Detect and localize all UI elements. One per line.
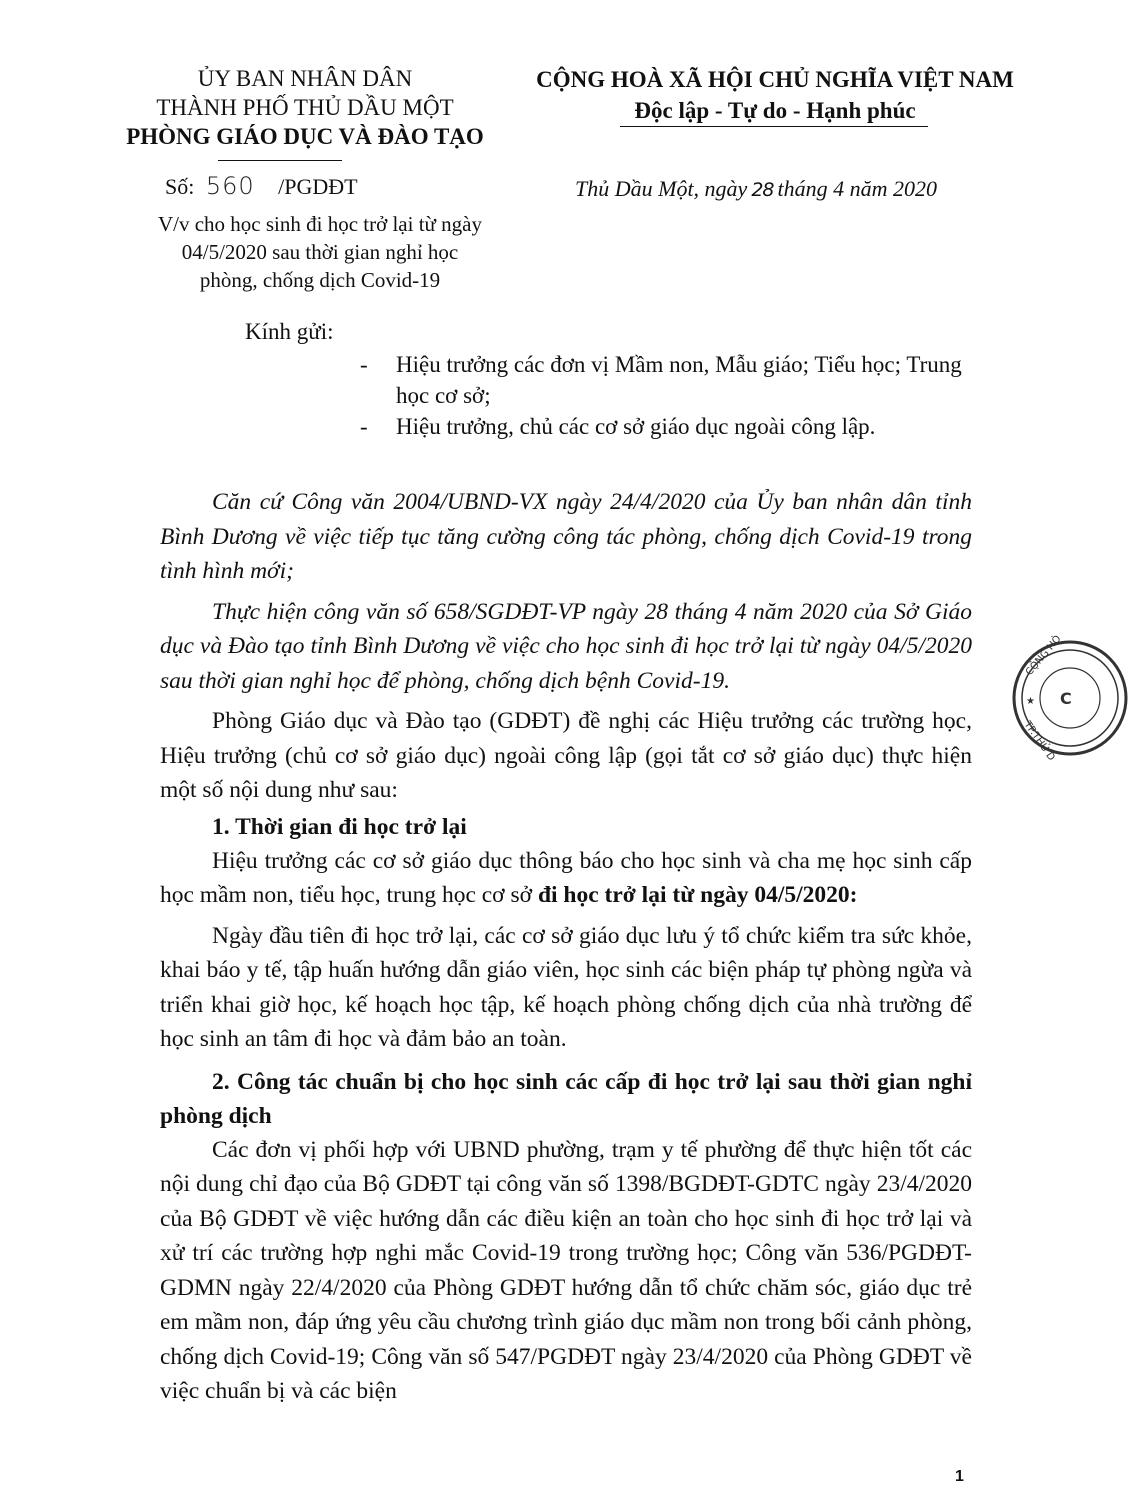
subject-line-1: V/v cho học sinh đi học trở lại từ ngày xyxy=(157,212,482,236)
authority-line-3: PHÒNG GIÁO DỤC VÀ ĐÀO TẠO xyxy=(126,124,484,149)
section-heading-1: 1. Thời gian đi học trở lại xyxy=(212,813,467,840)
official-seal xyxy=(1010,633,1130,764)
national-motto: Độc lập - Tự do - Hạnh phúc xyxy=(634,98,916,123)
date-day-handwritten: 28 xyxy=(751,179,774,201)
authority-line-1: ỦY BAN NHÂN DÂN xyxy=(197,66,413,91)
page-number: 1 xyxy=(955,1468,964,1485)
motto-underline xyxy=(620,126,928,127)
recipient-dash: - xyxy=(360,352,368,377)
seal-top-text: CỘNG HÒ xyxy=(1023,633,1064,678)
document-number xyxy=(165,172,465,200)
recipient-text: Hiệu trưởng các đơn vị Mầm non, Mẫu giáo; Tiểu học; Trung học cơ sở; xyxy=(396,352,962,408)
document-number-handwritten: 560 xyxy=(205,172,255,200)
issuing-authority-header xyxy=(100,64,510,151)
date-prefix: Thủ Dầu Một, ngày xyxy=(575,176,748,201)
document-number-suffix: /PGDĐT xyxy=(278,174,358,199)
authority-line-2: THÀNH PHỐ THỦ DẦU MỘT xyxy=(156,95,454,120)
document-body xyxy=(160,485,972,1409)
recipient-dash: - xyxy=(360,414,368,439)
recipients-block xyxy=(160,316,990,442)
subject-line-2: 04/5/2020 sau thời gian nghỉ học xyxy=(181,240,459,264)
authority-underline xyxy=(218,160,342,161)
date-line xyxy=(575,176,995,202)
document-number-prefix: Số: xyxy=(165,174,195,199)
recipient-item xyxy=(360,411,990,442)
national-title: CỘNG HOÀ XÃ HỘI CHỦ NGHĨA VIỆT NAM xyxy=(536,67,1014,92)
request-paragraph: Phòng Giáo dục và Đào tạo (GDĐT) đề nghị các Hiệu trưởng các trường học, Hiệu trưởng (chủ cơ sở giáo dục) ngoài công lập (gọi tắt cơ sở giáo dục) thực hiện một số nội dung như sau: xyxy=(160,708,972,803)
recipients-label: Kính gửi: xyxy=(245,319,334,344)
seal-star-icon: ★ xyxy=(1026,696,1035,707)
legal-basis-paragraph-1: Căn cứ Công văn 2004/UBND-VX ngày 24/4/2020 của Ủy ban nhân dân tỉnh Bình Dương về việc tiếp tục tăng cường công tác phòng, chống dịch Covid-19 trong tình hình mới; xyxy=(160,489,972,584)
date-suffix: tháng 4 năm 2020 xyxy=(777,176,938,201)
recipient-text: Hiệu trưởng, chủ các cơ sở giáo dục ngoài công lập. xyxy=(396,414,876,439)
seal-bottom-text: TP.THỦ D xyxy=(1021,719,1057,764)
section-1-paragraph-2: Ngày đầu tiên đi học trở lại, các cơ sở giáo dục lưu ý tổ chức kiểm tra sức khỏe, khai báo y tế, tập huấn hướng dẫn giáo viên, học sinh các biện pháp tự phòng ngừa và triển khai giờ học, kế hoạch học tập, kế hoạch phòng chống dịch của nhà trường để học sinh an tâm đi học và đảm bảo an toàn. xyxy=(160,922,972,1052)
seal-stamp-icon xyxy=(1010,633,1130,764)
subject-block xyxy=(130,210,510,294)
section-1-text: Hiệu trưởng các cơ sở giáo dục thông báo cho học sinh và cha mẹ học sinh cấp học mầm non, tiểu học, trung học cơ sở xyxy=(160,847,972,908)
section-2-paragraph-1: Các đơn vị phối hợp với UBND phường, trạm y tế phường để thực hiện tốt các nội dung chỉ đạo của Bộ GDĐT tại công văn số 1398/BGDĐT-GDTC ngày 23/4/2020 của Bộ GDĐT về việc hướng dẫn các điều kiện an toàn cho học sinh đi học trở lại và xử trí các trường hợp nghi mắc Covid-19 trong trường học; Công văn 536/PGDĐT-GDMN ngày 22/4/2020 của Phòng GDĐT hướng dẫn tổ chức chăm sóc, giáo dục trẻ em mầm non, đáp ứng yêu cầu chương trình giáo dục mầm non trong bối cảnh phòng, chống dịch Covid-19; Công văn số 547/PGDĐT ngày 23/4/2020 của Phòng GDĐT về việc chuẩn bị và các biện xyxy=(160,1136,972,1404)
seal-center-letter: C xyxy=(1060,689,1072,708)
section-1-paragraph-1 xyxy=(160,844,972,913)
recipient-item xyxy=(360,349,990,411)
section-1-bold-date: đi học trở lại từ ngày 04/5/2020: xyxy=(537,882,858,908)
national-motto-header xyxy=(515,64,1035,126)
section-heading-2: 2. Công tác chuẩn bị cho học sinh các cấp đi học trở lại sau thời gian nghỉ phòng dịch xyxy=(160,1068,972,1129)
legal-basis-paragraph-2: Thực hiện công văn số 658/SGDĐT-VP ngày 28 tháng 4 năm 2020 của Sở Giáo dục và Đào tạo tỉnh Bình Dương về việc cho học sinh đi học trở lại từ ngày 04/5/2020 sau thời gian nghỉ học để phòng, chống dịch bệnh Covid-19. xyxy=(160,598,972,694)
subject-line-3: phòng, chống dịch Covid-19 xyxy=(199,268,441,292)
